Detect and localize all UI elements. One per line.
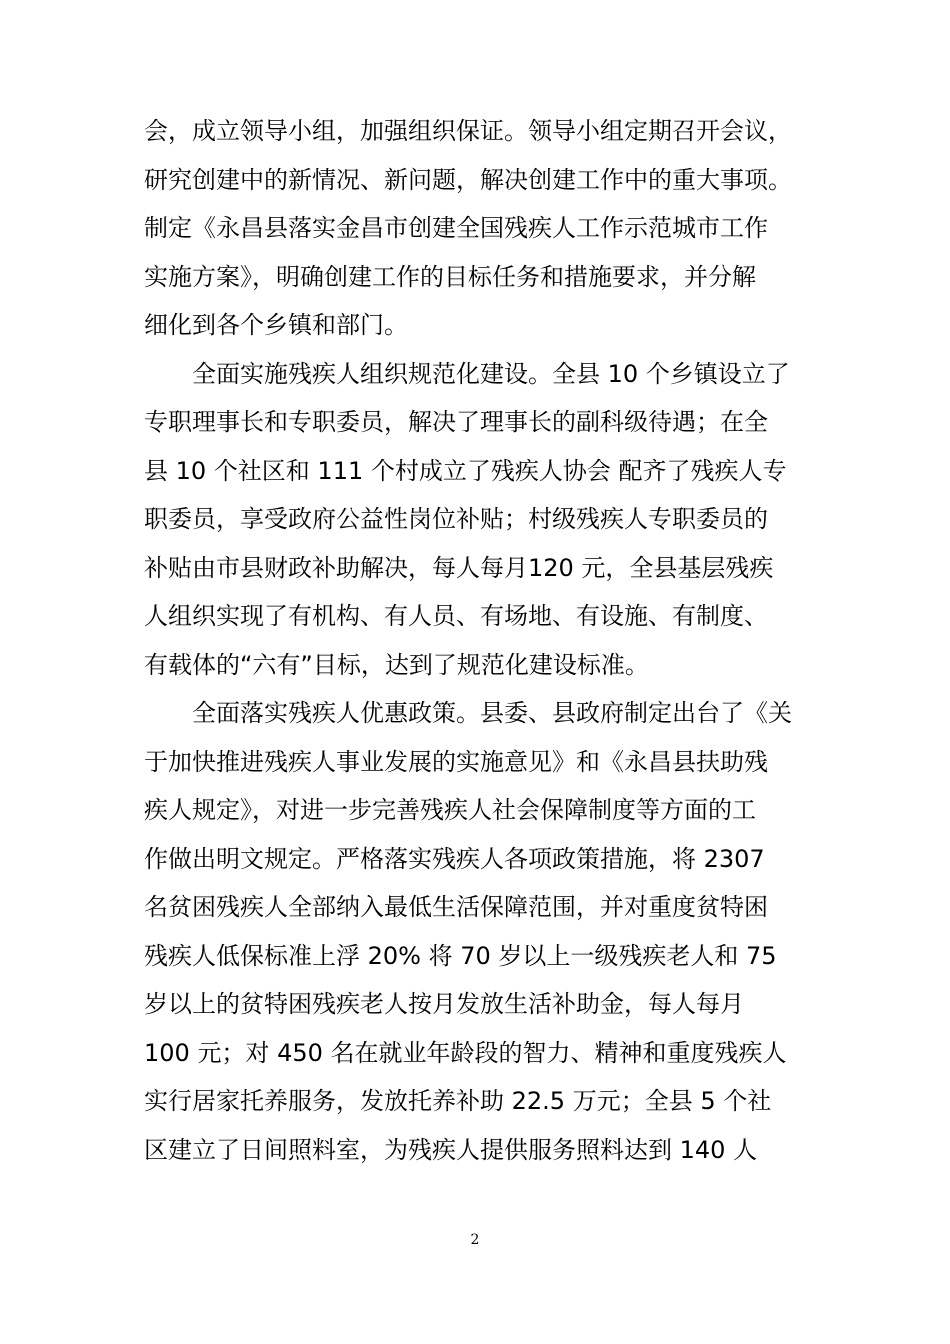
text-line: 研究创建中的新情况、新问题，解决创建工作中的重大事项。: [144, 165, 792, 194]
text-line: 细化到各个乡镇和部门。: [144, 311, 408, 339]
paragraph: [144, 689, 824, 1174]
page-number: 2: [470, 1232, 480, 1248]
text-line: 100 元；对 450 名在就业年龄段的智力、精神和重度残疾人: [144, 1038, 787, 1067]
paragraph: [144, 107, 824, 350]
text-line: 于加快推进残疾人事业发展的实施意见》和《永昌县扶助残: [144, 747, 768, 776]
text-line: 制定《永昌县落实金昌市创建全国残疾人工作示范城市工作: [144, 214, 768, 242]
text-line: 人组织实现了有机构、有人员、有场地、有设施、有制度、: [144, 602, 768, 630]
text-line: 疾人规定》，对进一步完善残疾人社会保障制度等方面的工: [144, 796, 756, 824]
text-line: 补贴由市县财政补助解决，每人每月120 元，全县基层残疾: [144, 553, 774, 582]
text-line: 区建立了日间照料室，为残疾人提供服务照料达到 140 人: [144, 1135, 758, 1164]
document-body: [144, 107, 824, 1174]
text-line: 岁以上的贫特困残疾老人按月发放生活补助金，每人每月: [144, 990, 744, 1018]
text-line: 会，成立领导小组，加强组织保证。领导小组定期召开会议，: [144, 117, 792, 145]
text-line: 全面落实残疾人优惠政策。县委、县政府制定出台了《关: [192, 699, 792, 727]
text-line: 实行居家托养服务，发放托养补助 22.5 万元；全县 5 个社: [144, 1087, 772, 1115]
text-line: 作做出明文规定。严格落实残疾人各项政策措施，将 2307: [144, 844, 765, 873]
text-line: 实施方案》，明确创建工作的目标任务和措施要求，并分解: [144, 262, 756, 291]
text-line: 名贫困残疾人全部纳入最低生活保障范围，并对重度贫特困: [144, 893, 768, 921]
text-line: 县 10 个社区和 111 个村成立了残疾人协会 配齐了残疾人专: [144, 456, 787, 485]
text-line: 专职理事长和专职委员，解决了理事长的副科级待遇；在全: [144, 408, 768, 436]
text-line: 残疾人低保标准上浮 20% 将 70 岁以上一级残疾老人和 75: [144, 941, 777, 970]
text-line: 有载体的“六有”目标，达到了规范化建设标准。: [144, 650, 649, 679]
text-line: 全面实施残疾人组织规范化建设。全县 10 个乡镇设立了: [192, 359, 790, 388]
paragraph: [144, 350, 824, 690]
text-line: 职委员，享受政府公益性岗位补贴；村级残疾人专职委员的: [144, 505, 768, 533]
